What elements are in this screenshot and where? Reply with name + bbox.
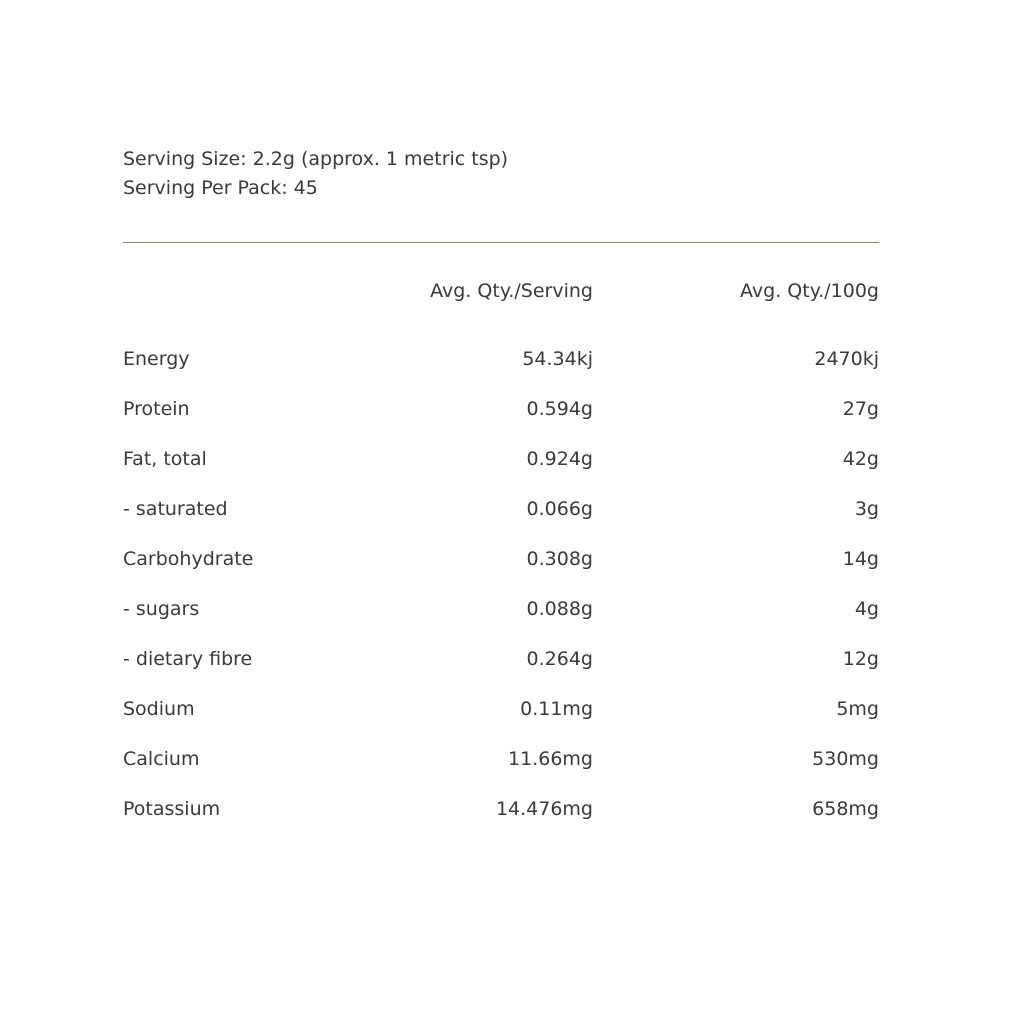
servings-per-pack: Serving Per Pack: 45 <box>123 177 318 199</box>
nutrient-label: Calcium <box>123 748 200 770</box>
nutrient-label: Potassium <box>123 798 221 820</box>
table-row <box>123 488 879 538</box>
nutrient-per-serving: 0.308g <box>526 548 593 570</box>
table-row <box>123 338 879 388</box>
nutrient-label: - saturated <box>123 498 228 520</box>
nutrient-label: Energy <box>123 348 190 370</box>
nutrient-label: - sugars <box>123 598 200 620</box>
nutrient-per-100g: 658mg <box>812 798 879 820</box>
divider <box>123 242 879 243</box>
nutrient-per-100g: 27g <box>842 398 879 420</box>
nutrient-per-100g: 2470kj <box>814 348 879 370</box>
table-header-row <box>123 270 879 338</box>
nutrient-per-100g: 5mg <box>836 698 879 720</box>
nutrient-label: Fat, total <box>123 448 207 470</box>
nutrition-table <box>123 270 879 838</box>
header-per-serving: Avg. Qty./Serving <box>430 280 593 302</box>
nutrient-per-100g: 12g <box>842 648 879 670</box>
header-per-100g: Avg. Qty./100g <box>740 280 879 302</box>
nutrient-per-100g: 4g <box>854 598 879 620</box>
nutrient-per-serving: 0.11mg <box>520 698 593 720</box>
table-row <box>123 688 879 738</box>
nutrient-per-100g: 530mg <box>812 748 879 770</box>
table-row <box>123 438 879 488</box>
nutrient-per-100g: 3g <box>854 498 879 520</box>
nutrient-per-serving: 0.594g <box>526 398 593 420</box>
nutrient-label: - dietary fibre <box>123 648 253 670</box>
nutrient-per-100g: 42g <box>842 448 879 470</box>
serving-info <box>123 145 508 203</box>
nutrient-per-serving: 0.088g <box>526 598 593 620</box>
table-row <box>123 388 879 438</box>
nutrient-per-serving: 11.66mg <box>508 748 593 770</box>
nutrient-per-serving: 54.34kj <box>522 348 593 370</box>
nutrient-per-serving: 14.476mg <box>495 798 593 820</box>
nutrient-label: Protein <box>123 398 190 420</box>
nutrient-per-serving: 0.066g <box>526 498 593 520</box>
table-row <box>123 638 879 688</box>
nutrient-per-serving: 0.924g <box>526 448 593 470</box>
nutrient-label: Sodium <box>123 698 195 720</box>
nutrient-label: Carbohydrate <box>123 548 254 570</box>
table-row <box>123 738 879 788</box>
table-row <box>123 788 879 838</box>
table-row <box>123 538 879 588</box>
table-row <box>123 588 879 638</box>
nutrient-per-100g: 14g <box>842 548 879 570</box>
nutrient-per-serving: 0.264g <box>526 648 593 670</box>
serving-size: Serving Size: 2.2g (approx. 1 metric tsp) <box>123 148 509 170</box>
